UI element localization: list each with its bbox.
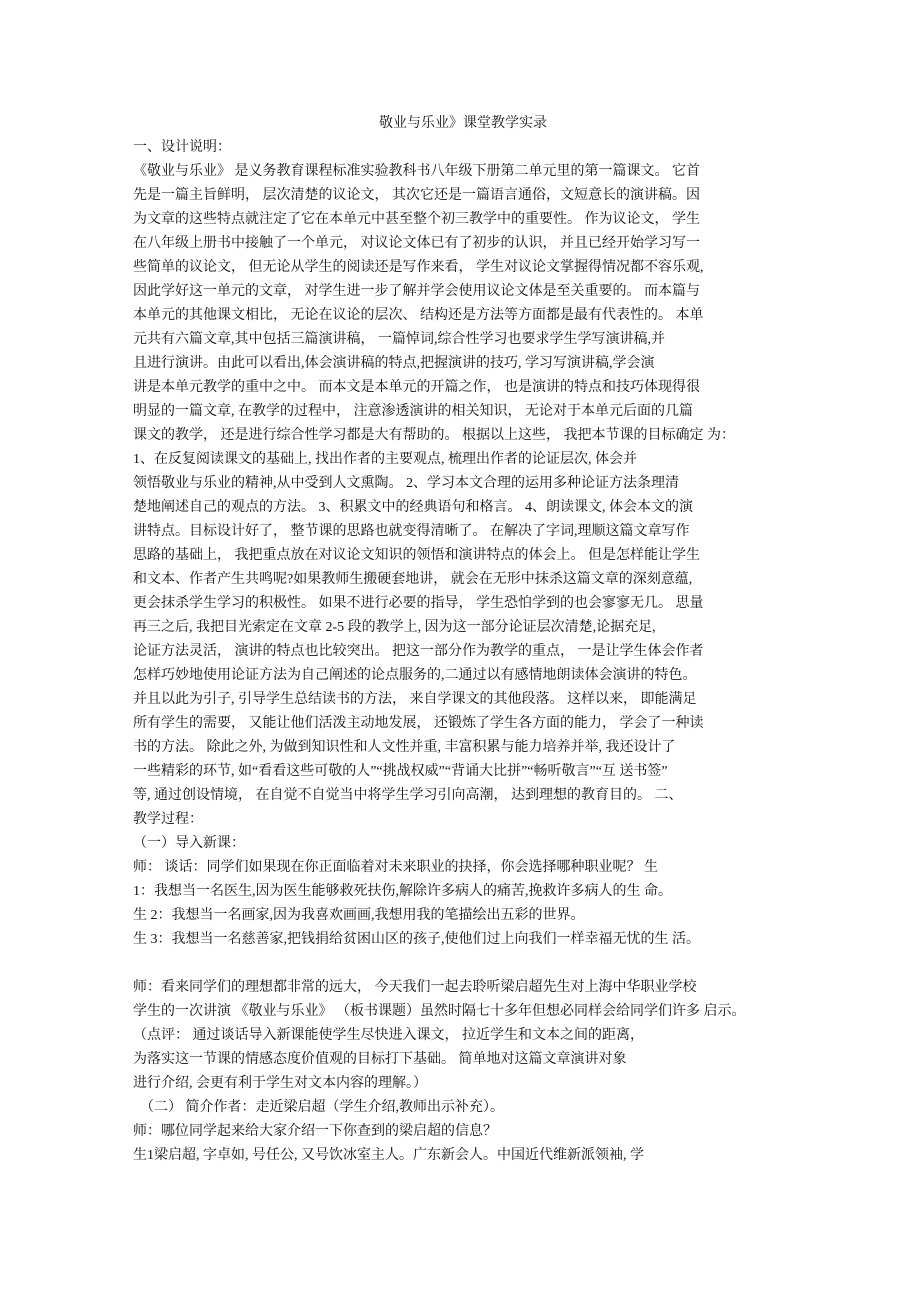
text-line: 师：看来同学们的理想都非常的远大， 今天我们一起去聆听梁启超先生对上海中华职业学校: [133, 980, 697, 995]
text-line: 为落实这一节课的情感态度价值观的目标打下基础。 简单地对这篇文章演讲对象: [133, 1052, 627, 1067]
text-line: 更会抹杀学生学习的积极性。 如果不进行必要的指导， 学生恐怕学到的也会寥寥无几。 思量: [133, 596, 704, 611]
text-line: 元共有六篇文章,其中包括三篇演讲稿， 一篇悼词,综合性学习也要求学生学写演讲稿,并: [133, 332, 665, 347]
text-line: 怎样巧妙地使用论证方法为自己阐述的论点服务的,二通过以有感情地朗读体会演讲的特色。: [133, 668, 697, 683]
text-line: 所有学生的需要， 又能让他们活泼主动地发展， 还锻炼了学生各方面的能力， 学会了一种读: [133, 716, 704, 731]
text-line: 思路的基础上， 我把重点放在对议论文知识的领悟和演讲特点的体会上。 但是怎样能让学生: [133, 548, 700, 563]
page-title: 敬业与乐业》课堂教学实录: [379, 116, 547, 131]
text-line: 因此学好这一单元的文章， 对学生进一步了解并学会使用议论文体是至关重要的。 而本篇与: [133, 284, 700, 299]
text-line: 师：哪位同学起来给大家介绍一下你查到的梁启超的信息？: [133, 1124, 497, 1139]
text-line: 师： 谈话：同学们如果现在你正面临着对未来职业的抉择，你会选择哪种职业呢？ 生: [133, 860, 658, 875]
text-line: 生1梁启超, 字卓如, 号任公, 又号饮冰室主人。广东新会人。中国近代维新派领袖, 学: [133, 1148, 644, 1163]
text-line: （一）导入新课：: [133, 836, 245, 851]
text-line: 生 2：我想当一名画家,因为我喜欢画画,我想用我的笔描绘出五彩的世界。: [133, 908, 585, 923]
text-line: 书的方法。 除此之外, 为做到知识性和人文性并重, 丰富积累与能力培养并举, 我还设计了: [133, 740, 676, 755]
text-line: 进行介绍, 会更有利于学生对文本内容的理解。）: [133, 1076, 427, 1091]
text-line: 1、在反复阅读课文的基础上, 找出作者的主要观点, 梳理出作者的论证层次, 体会并: [133, 452, 637, 467]
text-line: 并且以此为引子, 引导学生总结读书的方法， 来自学课文的其他段落。 这样以来， 即能满足: [133, 692, 697, 707]
text-lines: [133, 136, 793, 1168]
text-line: [133, 952, 793, 976]
text-line: 再三之后, 我把目光索定在文章 2-5 段的教学上, 因为这一部分论证层次清楚,论据充足,: [133, 620, 656, 635]
text-line: （点评： 通过谈话导入新课能使学生尽快进入课文， 拉近学生和文本之间的距离，: [133, 1028, 644, 1043]
text-line: 领悟敬业与乐业的精神,从中受到人文熏陶。 2、学习本文合理的运用多种论证方法条理清: [133, 476, 679, 491]
text-line: 楚地阐述自己的观点的方法。 3、积累文中的经典语句和格言。 4、朗读课文, 体会本文的演: [133, 500, 693, 515]
text-line: 学生的一次讲演 《敬业与乐业》 （板书课题）虽然时隔七十多年但想必同样会给同学们许多 启示。: [133, 1004, 746, 1019]
text-line: （二） 简介作者：走近梁启超（学生介绍,教师出示补充）。: [133, 1100, 504, 1115]
text-line: 些简单的议论文， 但无论从学生的阅读还是写作来看， 学生对议论文掌握得情况都不容乐观,: [133, 260, 704, 275]
text-line: 生 3：我想当一名慈善家,把钱捐给贫困山区的孩子,使他们过上向我们一样幸福无忧的生 活。: [133, 932, 700, 947]
text-line: 1：我想当一名医生,因为医生能够救死扶伤,解除许多病人的痛苦,挽救许多病人的生 命。: [133, 884, 672, 899]
text-line: 和文本、作者产生共鸣呢?如果教师生搬硬套地讲， 就会在无形中抹杀这篇文章的深刻意蕴,: [133, 572, 693, 587]
document-body: [133, 112, 793, 1168]
text-line: 论证方法灵活， 演讲的特点也比较突出。 把这一部分作为教学的重点， 一是让学生体会作者: [133, 644, 704, 659]
text-line: 明显的一篇文章, 在教学的过程中， 注意渗透演讲的相关知识， 无论对于本单元后面的几篇: [133, 404, 693, 419]
text-line: 教学过程：: [133, 812, 203, 827]
text-line: 《敬业与乐业》 是义务教育课程标准实验教科书八年级下册第二单元里的第一篇课文。 它首: [133, 164, 700, 179]
text-line: 等, 通过创设情境， 在自觉不自觉当中将学生学习引向高潮， 达到理想的教育目的。 二、: [133, 788, 683, 803]
text-line: 讲是本单元教学的重中之中。 而本文是本单元的开篇之作， 也是演讲的特点和技巧体现得很: [133, 380, 700, 395]
text-line: 先是一篇主旨鲜明， 层次清楚的议论文， 其次它还是一篇语言通俗，文短意长的演讲稿。因: [133, 188, 700, 203]
text-line: 本单元的其他课文相比， 无论在议论的层次、 结构还是方法等方面都是最有代表性的。 本单: [133, 308, 704, 323]
text-line: 在八年级上册书中接触了一个单元， 对议论文体已有了初步的认识， 并且已经开始学习写一: [133, 236, 700, 251]
text-line: 为文章的这些特点就注定了它在本单元中甚至整个初三教学中的重要性。 作为议论文， 学生: [133, 212, 700, 227]
text-line: 一、设计说明：: [133, 140, 231, 155]
text-line: 且进行演讲。由此可以看出,体会演讲稿的特点,把握演讲的技巧, 学习写演讲稿,学会演: [133, 356, 655, 371]
text-line: 讲特点。目标设计好了， 整节课的思路也就变得清晰了。 在解决了字词,理顺这篇文章写作: [133, 524, 690, 539]
text-line: 一些精彩的环节, 如“看看这些可敬的人”“挑战权威”“背诵大比拼”“畅听敬言”“互 送书签”: [133, 764, 668, 779]
text-line: 课文的教学， 还是进行综合性学习都是大有帮助的。 根据以上这些， 我把本节课的目标确定 为：: [133, 428, 735, 443]
